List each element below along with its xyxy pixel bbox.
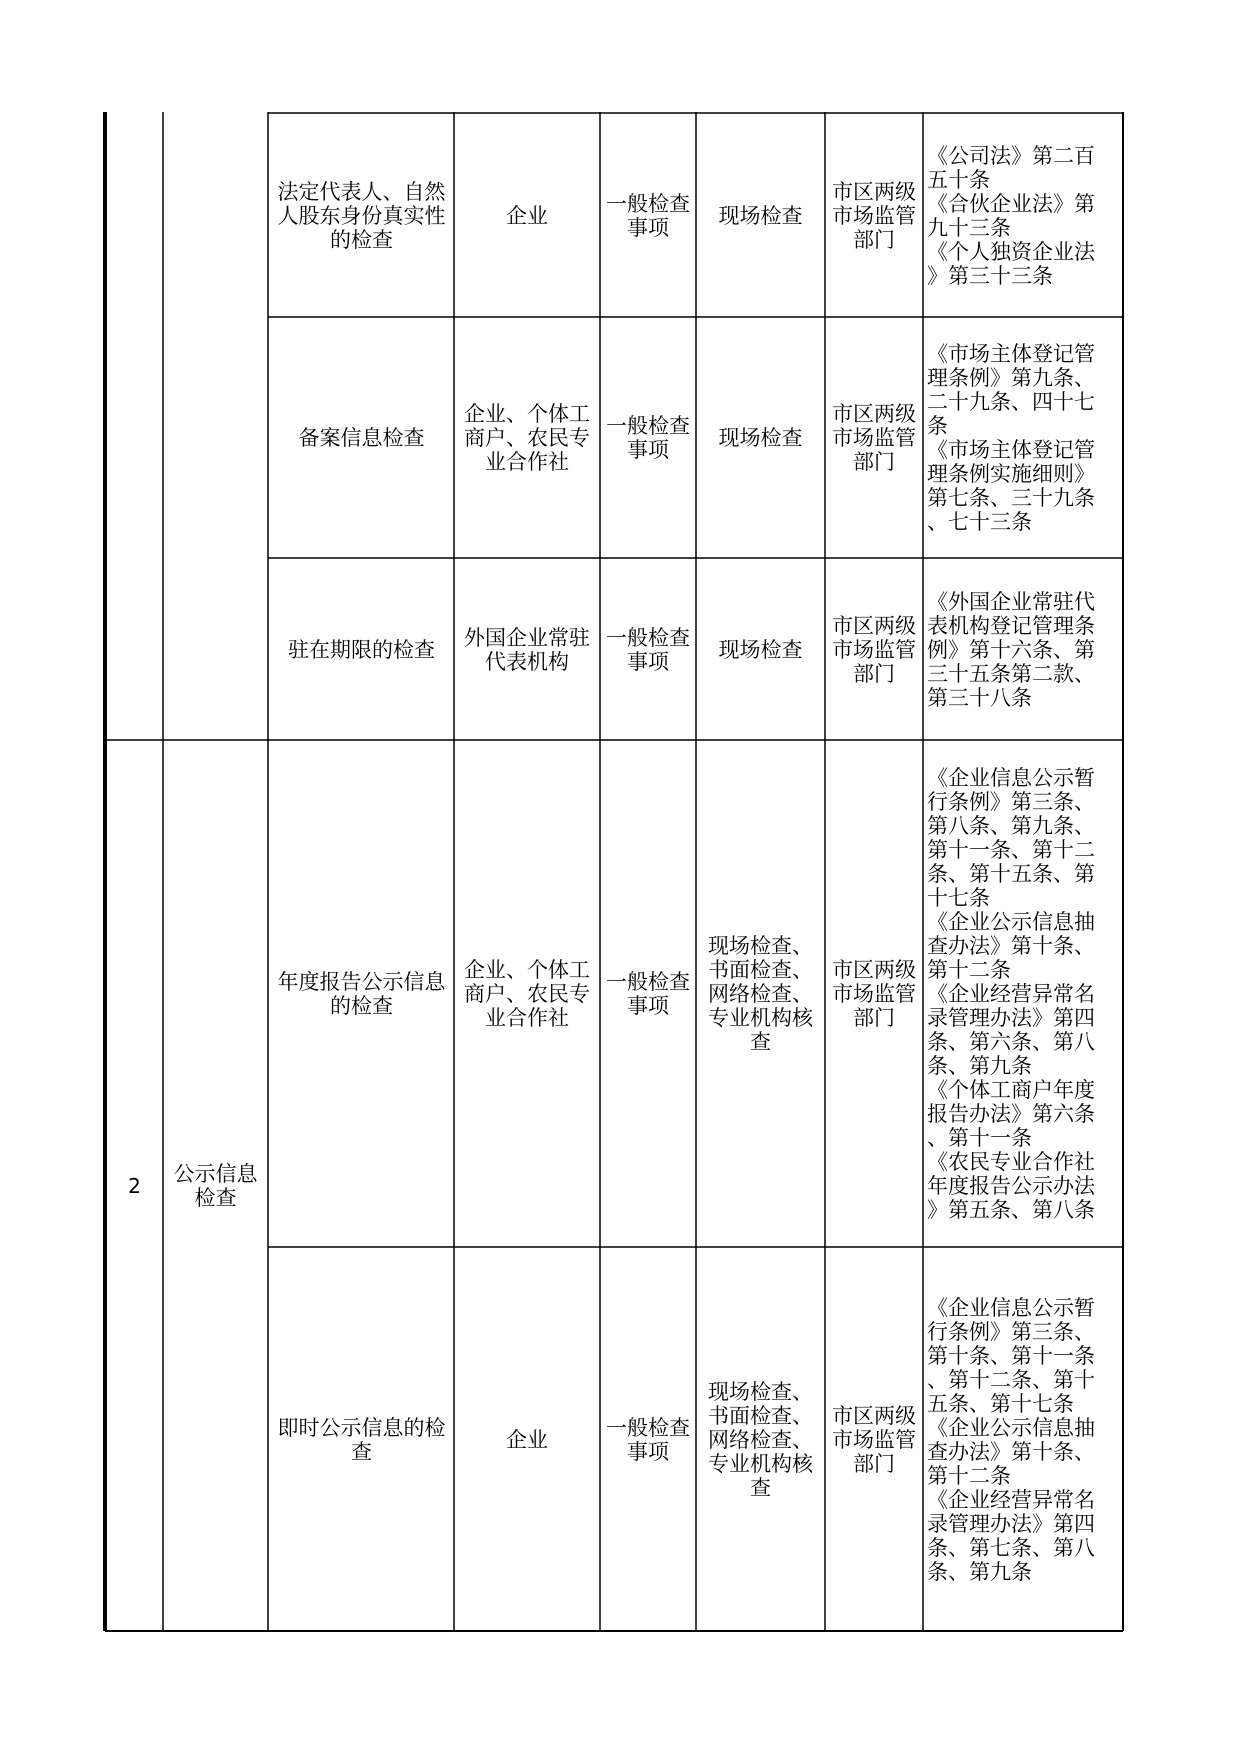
method-cell xyxy=(697,741,824,1247)
legal-basis-cell xyxy=(927,559,1122,740)
method-cell xyxy=(697,318,824,558)
legal-basis-cell xyxy=(927,318,1122,558)
category-text: 一般检查 事项 xyxy=(606,625,690,674)
item-name: 驻在期限的检查 xyxy=(288,637,435,662)
table-row xyxy=(270,559,453,740)
row-number-text: 2 xyxy=(128,1174,141,1198)
table-row xyxy=(270,318,453,558)
category-cell xyxy=(601,559,695,740)
item-name: 法定代表人、自然 人股东身份真实性 的检查 xyxy=(277,179,446,252)
method-text: 现场检查、 书面检查、 网络检查、 专业机构核 查 xyxy=(708,934,813,1054)
subject-cell xyxy=(455,114,599,317)
item-name: 年度报告公示信息 的检查 xyxy=(277,970,446,1018)
table-row xyxy=(270,1248,453,1631)
subject-cell xyxy=(455,741,599,1247)
category-name-text: 公示信息 检查 xyxy=(173,1162,258,1210)
department-text: 市区两级 市场监管 部门 xyxy=(832,179,916,252)
method-text: 现场检查、 书面检查、 网络检查、 专业机构核 查 xyxy=(708,1379,813,1500)
department-text: 市区两级 市场监管 部门 xyxy=(832,1403,916,1476)
legal-basis-cell xyxy=(927,114,1122,317)
department-cell xyxy=(826,741,922,1247)
department-cell xyxy=(826,1248,922,1631)
category-cell xyxy=(601,318,695,558)
department-cell xyxy=(826,318,922,558)
legal-basis-cell xyxy=(927,1248,1122,1631)
method-text: 现场检查 xyxy=(718,637,803,662)
category-text: 一般检查 事项 xyxy=(606,1415,690,1464)
category-text: 一般检查 事项 xyxy=(606,191,690,240)
subject-text: 企业 xyxy=(506,1427,548,1452)
method-text: 现场检查 xyxy=(718,203,803,228)
legal-basis-text: 《企业信息公示暂 行条例》第三条、 第十条、第十一条 、第十二条、第十 五条、第十七条 《企业公示信息抽 查办法》第十条、 第十二条 《企业经营异常名 录管理办法》第四 条、第七条、第八 条、第九条 xyxy=(927,1295,1095,1584)
legal-basis-cell xyxy=(927,741,1122,1247)
department-text: 市区两级 市场监管 部门 xyxy=(832,613,916,686)
item-name: 备案信息检查 xyxy=(298,426,425,450)
method-cell xyxy=(697,559,824,740)
category-text: 一般检查 事项 xyxy=(606,970,690,1018)
department-cell xyxy=(826,559,922,740)
subject-text: 企业 xyxy=(506,203,548,228)
subject-text: 外国企业常驻 代表机构 xyxy=(464,625,590,674)
category-name-cell xyxy=(164,741,267,1631)
department-text: 市区两级 市场监管 部门 xyxy=(832,402,916,474)
category-cell xyxy=(601,1248,695,1631)
subject-text: 企业、个体工 商户、农民专 业合作社 xyxy=(464,958,590,1030)
method-cell xyxy=(697,114,824,317)
legal-basis-text: 《外国企业常驻代 表机构登记管理条 例》第十六条、第 三十五条第二款、 第三十八条 xyxy=(927,589,1095,710)
category-cell xyxy=(601,114,695,317)
subject-text: 企业、个体工 商户、农民专 业合作社 xyxy=(464,402,590,474)
legal-basis-text: 《企业信息公示暂 行条例》第三条、 第八条、第九条、 第十一条、第十二 条、第十五条、第 十七条 《企业公示信息抽 查办法》第十条、 第十二条 《企业经营异常名 录管理办法》第四 条、第六条、第八 条、第九条 《个体工商户年度 报告办法》第六条 、第十一条 《农民专业合作社 年度报告公示办法 》第五条、第八条 xyxy=(927,766,1095,1222)
department-cell xyxy=(826,114,922,317)
table-row xyxy=(270,114,453,317)
legal-basis-text: 《市场主体登记管 理条例》第九条、 二十九条、四十七 条 《市场主体登记管 理条例实施细则》 第七条、三十九条 、七十三条 xyxy=(927,342,1095,534)
category-cell xyxy=(601,741,695,1247)
subject-cell xyxy=(455,559,599,740)
method-text: 现场检查 xyxy=(718,426,803,450)
department-text: 市区两级 市场监管 部门 xyxy=(832,958,916,1030)
row-number xyxy=(107,741,162,1631)
item-name: 即时公示信息的检 查 xyxy=(277,1415,446,1464)
legal-basis-text: 《公司法》第二百 五十条 《合伙企业法》第 九十三条 《个人独资企业法 》第三十三条 xyxy=(927,143,1095,288)
table-row xyxy=(270,741,453,1247)
subject-cell xyxy=(455,318,599,558)
category-text: 一般检查 事项 xyxy=(606,414,690,462)
subject-cell xyxy=(455,1248,599,1631)
method-cell xyxy=(697,1248,824,1631)
